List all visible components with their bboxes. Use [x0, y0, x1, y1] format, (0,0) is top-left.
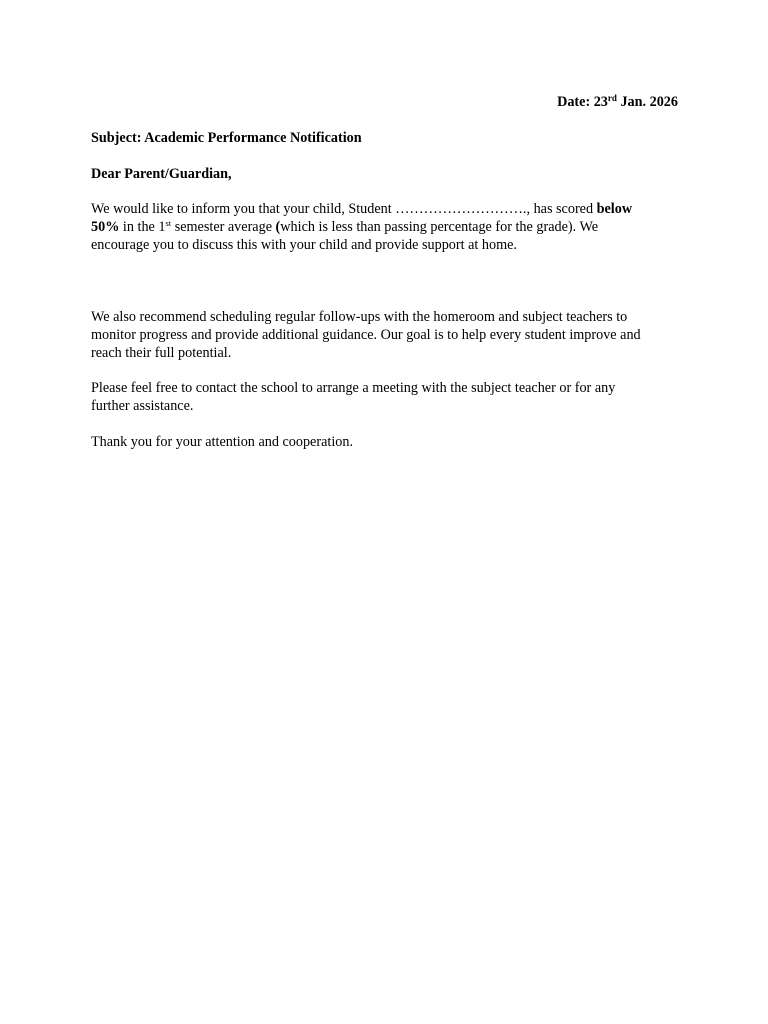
letter-salutation: Dear Parent/Guardian, — [91, 166, 232, 182]
paragraph-follow-up-recommendation — [91, 309, 691, 363]
paragraph-line: further assistance. — [91, 397, 194, 414]
paragraph-closing-thanks — [91, 434, 691, 452]
paragraph-line: We also recommend scheduling regular follow-ups with the homeroom and subject teachers to — [91, 309, 628, 325]
text-run: We would like to inform you that your child, Student ………………………., has scored — [91, 201, 597, 217]
bold-text-run: ( — [275, 218, 281, 235]
paragraph-contact-school — [91, 380, 691, 416]
paragraph-line: reach their full potential. — [91, 344, 232, 361]
bold-text-run: below — [596, 201, 633, 217]
paragraph-line: Thank you for your attention and cooperation. — [91, 434, 353, 450]
text-run: in the 1 — [119, 218, 166, 235]
text-run: semester average — [171, 218, 276, 235]
paragraph-line: Please feel free to contact the school to arrange a meeting with the subject teacher or for any — [91, 380, 616, 396]
date-label: Date: 23 — [557, 94, 608, 110]
paragraph-line — [91, 201, 691, 219]
letter-subject: Subject: Academic Performance Notification — [91, 130, 362, 146]
text-run: which is less than passing percentage for the grade). We — [280, 218, 598, 235]
date-month-year: Jan. 2026 — [616, 94, 678, 110]
paragraph-line: monitor progress and provide additional guidance. Our goal is to help every student improve and — [91, 326, 641, 343]
paragraph-line — [91, 219, 691, 237]
paragraph-performance-notice — [91, 201, 691, 255]
date-ordinal-suffix: rd — [607, 93, 617, 104]
ordinal-suffix: st — [165, 217, 172, 228]
paragraph-line: encourage you to discuss this with your child and provide support at home. — [91, 236, 517, 253]
letter-date — [90, 93, 678, 111]
bold-text-run: 50% — [91, 218, 120, 235]
